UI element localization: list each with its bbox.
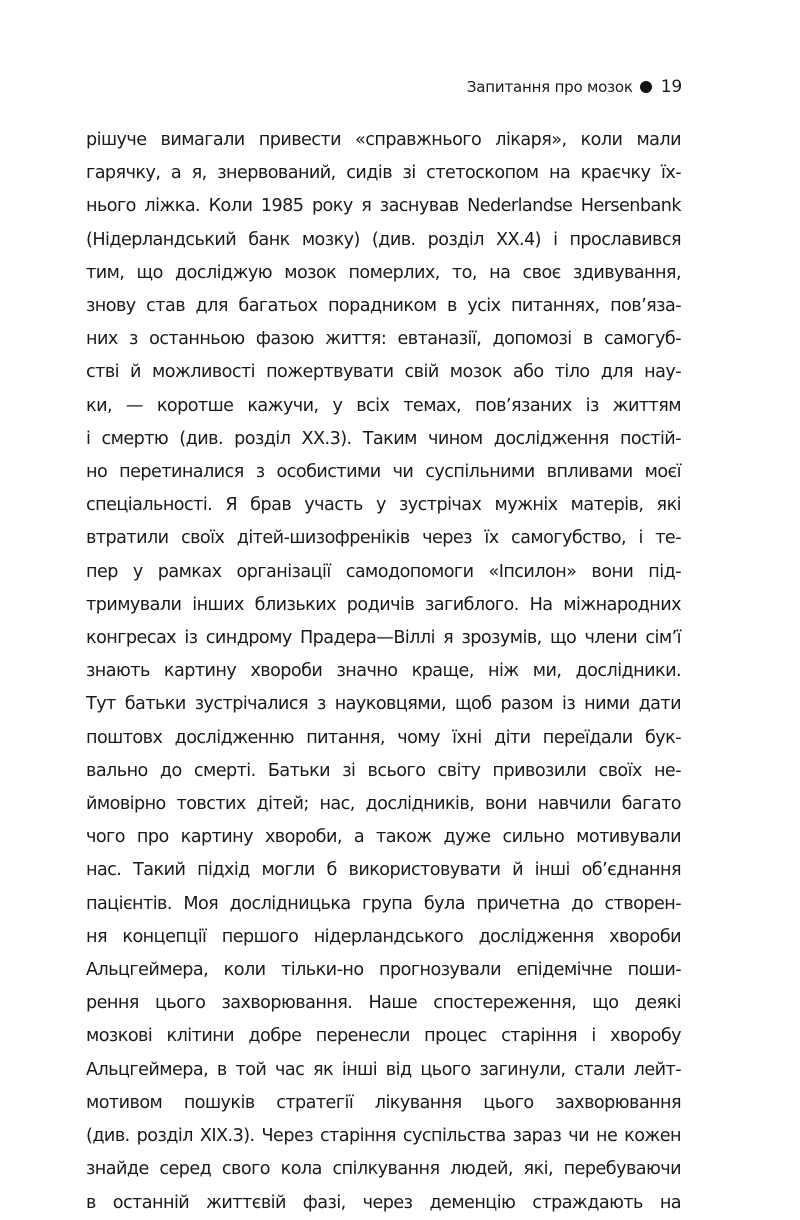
text-line: мотивом пошуків стратегії лікування цього захворювання	[86, 1092, 681, 1113]
bullet-icon	[640, 81, 652, 93]
text-line: гарячку, а я, знервований, сидів зі стетоскопом на краєчку їх-	[86, 163, 681, 184]
text-line: вально до смерті. Батьки зі всього світу привозили своїх не-	[86, 760, 681, 781]
text-line: но перетиналися з особистими чи суспільними впливами моєї	[86, 462, 681, 483]
text-line: Альцгеймера, коли тільки-но прогнозували епідемічне поши-	[86, 960, 681, 981]
text-line: втратили своїх дітей-шизофреніків через їх самогубство, і те-	[86, 528, 681, 549]
text-line: рення цього захворювання. Наше спостереження, що деякі	[86, 993, 681, 1014]
text-line: спеціальності. Я брав участь у зустрічах мужніх матерів, які	[86, 495, 681, 516]
text-line: нас. Такий підхід могли б використовувати й інші об’єднання	[86, 860, 681, 881]
text-line: них з останньою фазою життя: евтаназії, допомозі в самогуб-	[86, 329, 681, 350]
text-line: мозкові клітини добре перенесли процес старіння і хворобу	[86, 1026, 681, 1047]
text-line: рішуче вимагали привести «справжнього лікаря», коли мали	[86, 130, 681, 150]
text-line: Тут батьки зустрічалися з науковцями, щоб разом із ними дати	[86, 694, 681, 715]
text-line: і смертю (див. розділ XX.3). Таким чином дослідження постій-	[86, 428, 681, 449]
text-line: пер у рамках організації самодопомоги «Іпсилон» вони під-	[86, 561, 681, 582]
text-line: знайде серед свого кола спілкування людей, які, перебуваючи	[86, 1159, 681, 1180]
text-line: ки, — коротше кажучи, у всіх темах, пов’язаних із життям	[86, 395, 681, 416]
text-line: конгресах із синдрому Прадера—Віллі я зрозумів, що члени сім’ї	[86, 628, 681, 649]
text-line: нього ліжка. Коли 1985 року я заснував Nederlandse Hersenbank	[86, 196, 681, 217]
text-line: (Нідерландський банк мозку) (див. розділ XX.4) і прославився	[86, 229, 681, 250]
text-line: ня концепції першого нідерландського дослідження хвороби	[86, 926, 681, 947]
text-line: (див. розділ XIX.3). Через старіння суспільства зараз чи не кожен	[86, 1126, 681, 1147]
text-line: тим, що досліджую мозок померлих, то, на своє здивування,	[86, 262, 681, 283]
running-header	[467, 77, 682, 97]
text-line: тримували інших близьких родичів загиблого. На міжнародних	[86, 594, 681, 615]
text-line: ймовірно товстих дітей; нас, дослідників, вони навчили багато	[86, 794, 681, 815]
text-line: пацієнтів. Моя дослідницька група була причетна до створен-	[86, 893, 681, 914]
running-title: Запитання про мозок	[466, 78, 633, 96]
text-line: стві й можливості пожертвувати свій мозок або тіло для нау-	[86, 362, 681, 383]
text-line: Альцгеймера, в той час як інші від цього загинули, стали лейт-	[86, 1059, 681, 1080]
text-line: в останній життєвій фазі, через деменцію страждають на	[86, 1192, 681, 1213]
body-text	[86, 124, 681, 1220]
text-line: чого про картину хвороби, а також дуже сильно мотивували	[86, 827, 681, 848]
text-line: знають картину хвороби значно краще, ніж ми, дослідники.	[86, 661, 681, 682]
text-line: поштовх дослідженню питання, чому їхні діти переїдали бук-	[86, 727, 681, 748]
page-number: 19	[660, 77, 682, 97]
text-line: знову став для багатьох порадником в усіх питаннях, пов’яза-	[86, 296, 681, 317]
